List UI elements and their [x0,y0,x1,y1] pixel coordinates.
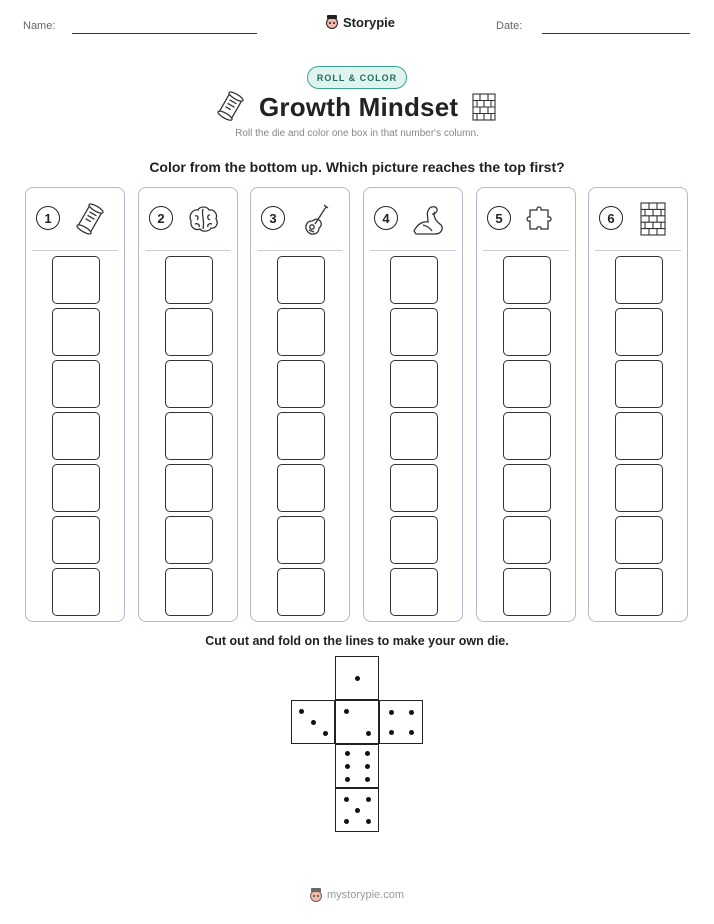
die-face-5 [335,788,379,832]
die-face-4 [379,700,423,744]
color-box[interactable] [165,412,213,460]
color-box[interactable] [503,516,551,564]
die-pip [344,709,349,714]
die-pip [389,710,394,715]
scroll-icon [72,201,108,237]
color-box[interactable] [277,308,325,356]
die-face-3 [291,700,335,744]
footer-site: mystorypie.com [327,889,405,901]
color-box[interactable] [390,568,438,616]
storypie-mascot-icon [325,14,339,30]
color-box[interactable] [52,464,100,512]
column-number: 2 [149,206,173,230]
die-pip [365,751,370,756]
color-box[interactable] [503,256,551,304]
die-pip [366,819,371,824]
color-box[interactable] [503,568,551,616]
color-box[interactable] [615,568,663,616]
die-pip [311,720,316,725]
color-box[interactable] [277,464,325,512]
die-pip [345,764,350,769]
flexed-arm-icon [410,201,446,237]
die-pip [323,731,328,736]
color-box[interactable] [277,516,325,564]
color-box[interactable] [52,360,100,408]
die-pip [344,797,349,802]
column-number: 1 [36,206,60,230]
column-divider [483,250,569,251]
die-face-1 [335,656,379,700]
color-box[interactable] [615,360,663,408]
column-number: 6 [599,206,623,230]
color-box[interactable] [165,464,213,512]
color-box[interactable] [615,256,663,304]
color-box[interactable] [165,360,213,408]
column-1 [25,187,125,622]
color-box[interactable] [52,412,100,460]
scroll-icon [214,90,246,124]
column-3 [250,187,350,622]
column-divider [370,250,456,251]
column-divider [257,250,343,251]
color-box[interactable] [52,308,100,356]
name-line[interactable] [72,33,257,34]
column-divider [32,250,118,251]
storypie-mascot-icon [309,887,323,903]
die-pip [344,819,349,824]
activity-type-badge: ROLL & COLOR [307,66,407,89]
color-box[interactable] [390,464,438,512]
color-box[interactable] [390,308,438,356]
color-box[interactable] [503,308,551,356]
color-box[interactable] [165,516,213,564]
die-pip [299,709,304,714]
color-box[interactable] [277,360,325,408]
color-box[interactable] [390,360,438,408]
die-pip [355,676,360,681]
column-number: 4 [374,206,398,230]
color-box[interactable] [390,516,438,564]
footer [309,887,404,903]
column-divider [145,250,231,251]
die-pip [345,751,350,756]
coloring-instruction: Color from the bottom up. Which picture reaches the top first? [149,159,565,175]
brand-name: Storypie [343,14,396,30]
color-box[interactable] [390,256,438,304]
column-6 [588,187,688,622]
brick-wall-icon [472,93,496,121]
color-box[interactable] [277,412,325,460]
column-number: 3 [261,206,285,230]
column-2 [138,187,238,622]
die-face-6 [335,744,379,788]
column-divider [595,250,681,251]
column-5 [476,187,576,622]
die-pip [389,730,394,735]
name-label: Name: [23,20,56,32]
die-pip [345,777,350,782]
color-box[interactable] [165,568,213,616]
die-pip [409,730,414,735]
color-box[interactable] [615,412,663,460]
color-box[interactable] [52,568,100,616]
color-box[interactable] [52,256,100,304]
page-title: Growth Mindset [259,92,459,122]
color-box[interactable] [52,516,100,564]
color-box[interactable] [165,256,213,304]
brand-logo [325,14,395,30]
cut-instruction: Cut out and fold on the lines to make your own die. [205,634,509,648]
color-box[interactable] [615,464,663,512]
die-pip [366,797,371,802]
brain-icon [185,201,221,237]
puzzle-piece-icon [523,201,559,237]
color-box[interactable] [615,308,663,356]
die-pip [365,764,370,769]
color-box[interactable] [503,360,551,408]
guitar-icon [297,201,333,237]
color-box[interactable] [503,412,551,460]
color-box[interactable] [165,308,213,356]
column-number: 5 [487,206,511,230]
brick-wall-icon [635,201,671,237]
date-label: Date: [496,20,523,32]
page-subtitle: Roll the die and color one box in that number's column. [235,128,479,139]
color-box[interactable] [503,464,551,512]
die-pip [409,710,414,715]
die-pip [366,731,371,736]
die-pip [365,777,370,782]
column-4 [363,187,463,622]
date-line[interactable] [542,33,690,34]
color-box[interactable] [390,412,438,460]
color-box[interactable] [615,516,663,564]
color-box[interactable] [277,256,325,304]
die-face-2 [335,700,379,744]
color-box[interactable] [277,568,325,616]
die-pip [355,808,360,813]
